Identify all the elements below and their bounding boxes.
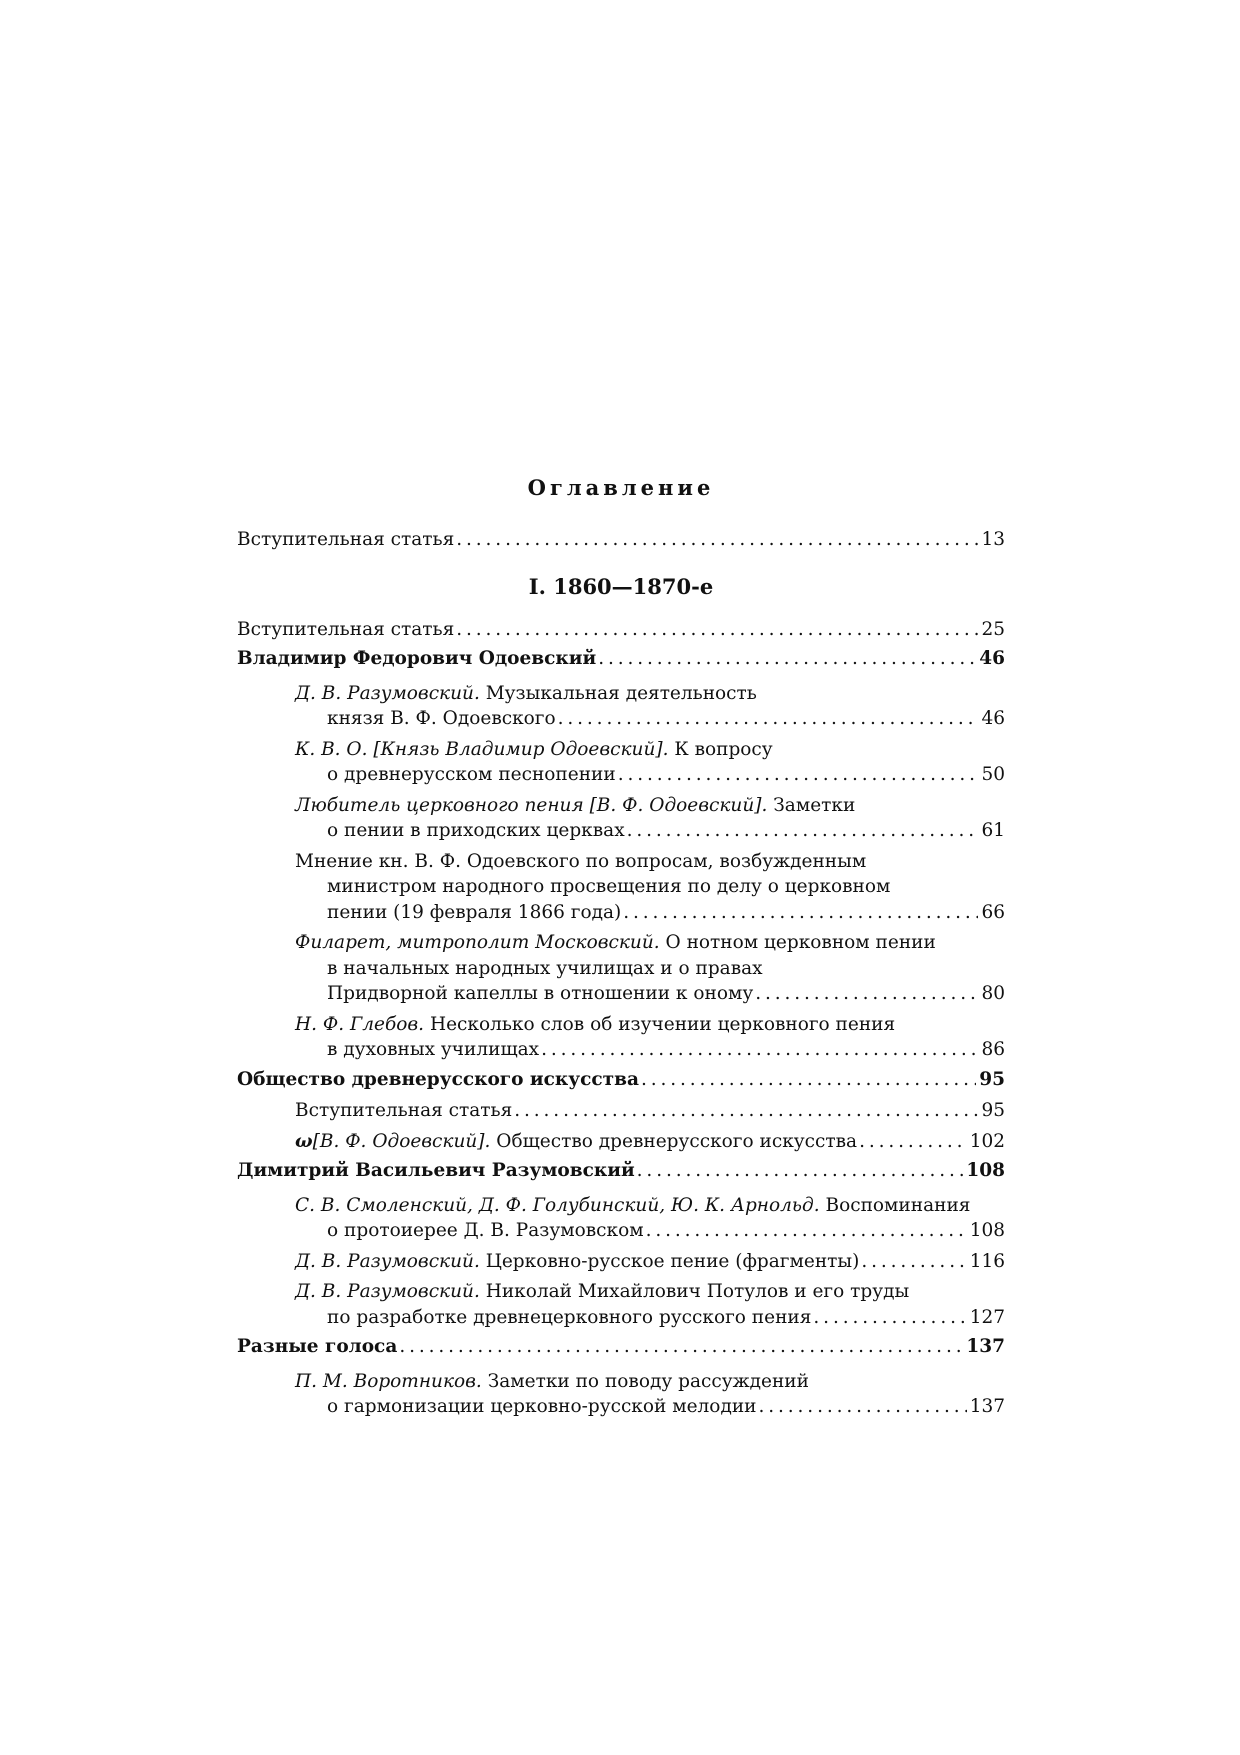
item-title-last: о протоиерее Д. В. Разумовском [327,1220,644,1241]
item-author: Д. В. Разумовский. [295,1281,480,1302]
leader-dots [399,1334,963,1360]
item-title-last: в духовных училищах [327,1039,540,1060]
item-title-last: о гармонизации церковно-русской мелодии [327,1396,757,1417]
toc-item[interactable] [237,737,1005,788]
entry-label: Вступительная статья [237,529,455,550]
leader-dots [541,1037,978,1063]
leader-dots [813,1305,966,1331]
entry-page: 108 [969,1220,1005,1241]
leader-dots [618,762,979,788]
leader-dots [456,617,978,643]
author-name: Разные голоса [237,1336,398,1357]
entry-page: 86 [981,1039,1005,1060]
leader-dots [637,1158,964,1184]
item-title-line: Николай Михайлович Потулов и его труды [485,1281,910,1302]
entry-page: 137 [966,1336,1005,1357]
entry-page: 13 [981,529,1005,550]
toc-item[interactable] [237,1012,1005,1063]
toc-author-various-voices[interactable] [237,1330,1005,1364]
entry-page: 25 [981,618,1005,640]
toc-entry-section-intro[interactable] [237,617,1005,643]
author-name: Общество древнерусского искусства [237,1068,639,1090]
toc-author-razumovsky[interactable] [237,1154,1005,1188]
item-title-line: в начальных народных училищах и о правах [327,957,763,979]
table-of-contents [237,475,1005,1420]
entry-page: 108 [966,1160,1005,1181]
entry-page: 46 [979,648,1005,669]
leader-dots [859,1129,967,1155]
toc-item[interactable] [237,1279,1005,1330]
item-title-line: Заметки [773,794,856,816]
item-title-last: по разработке древнецерковного русского пения [327,1306,812,1328]
item-author: Любитель церковного пения [В. Ф. Одоевский]. [295,794,768,816]
item-title-line: Заметки по поводу рассуждений [487,1370,809,1392]
leader-dots [558,706,979,732]
leader-dots [623,900,978,926]
item-author: С. В. Смоленский, Д. Ф. Голубинский, Ю. К. Арнольд. [295,1194,820,1216]
leader-dots [759,1394,967,1420]
item-title-last: Придворной капеллы в отношении к оному [327,983,754,1004]
entry-page: 116 [969,1250,1005,1272]
entry-page: 127 [969,1306,1005,1328]
item-title-line: Несколько слов об изучении церковного пения [429,1013,896,1035]
leader-dots [598,646,976,672]
item-title-line: Музыкальная деятельность [485,682,757,704]
entry-page: 137 [969,1396,1005,1417]
leader-dots [514,1098,978,1124]
item-author: К. В. О. [Князь Владимир Одоевский]. [295,738,669,760]
toc-author-odoevsky[interactable] [237,642,1005,676]
item-author: П. М. Воротников. [295,1370,482,1392]
item-title-last: князя В. Ф. Одоевского [327,708,556,729]
toc-item[interactable] [237,1129,1005,1155]
toc-item[interactable] [237,793,1005,844]
entry-page: 66 [981,901,1005,923]
toc-item[interactable] [237,1369,1005,1420]
leader-dots [646,1218,967,1244]
item-title-last: пении (19 февраля 1866 года) [327,901,622,923]
toc-item[interactable] [237,681,1005,732]
toc-item[interactable] [237,1098,1005,1124]
item-title-last: Вступительная статья [295,1100,513,1121]
item-title-line: К вопросу [674,738,773,760]
omega-signature: ω [295,1130,313,1152]
item-title-last: о пении в приходских церквах [327,820,625,841]
entry-page: 80 [981,983,1005,1004]
entry-page: 95 [979,1068,1005,1090]
item-author: Филарет, митрополит Московский. [295,932,660,953]
leader-dots [755,981,978,1007]
author-name: Владимир Федорович Одоевский [237,648,597,669]
leader-dots [861,1249,966,1275]
author-name: Димитрий Васильевич Разумовский [237,1160,635,1181]
leader-dots [456,527,978,553]
entry-page: 95 [981,1100,1005,1121]
item-author: [В. Ф. Одоевский]. [312,1130,491,1152]
item-title-last: о древнерусском песнопении [327,764,616,785]
item-author: Д. В. Разумовский. [295,1250,480,1272]
entry-page: 50 [981,764,1005,785]
section-heading: I. 1860—1870-е [528,573,714,599]
item-author: Д. В. Разумовский. [295,682,480,704]
item-title-last: Общество древнерусского искусства [496,1130,858,1152]
entry-page: 102 [969,1130,1005,1152]
item-title-last: Церковно-русское пение (фрагменты) [485,1250,860,1272]
item-title-line: Мнение кн. В. Ф. Одоевского по вопросам, возбужденным [295,850,867,872]
toc-item[interactable] [237,1249,1005,1275]
item-author: Н. Ф. Глебов. [295,1013,425,1035]
entry-label: Вступительная статья [237,618,455,640]
toc-title: Оглавление [527,475,715,500]
toc-author-society[interactable] [237,1063,1005,1097]
toc-item[interactable] [237,930,1005,1007]
toc-entry-intro[interactable] [237,527,1005,553]
entry-page: 46 [981,708,1005,729]
leader-dots [641,1067,976,1093]
entry-page: 61 [981,820,1005,841]
toc-item[interactable] [237,849,1005,926]
item-title-line: министром народного просвещения по делу о церковном [327,876,891,897]
item-title-line: О нотном церковном пении [665,932,936,953]
toc-item[interactable] [237,1193,1005,1244]
item-title-line: Воспоминания [825,1194,971,1216]
leader-dots [627,818,979,844]
